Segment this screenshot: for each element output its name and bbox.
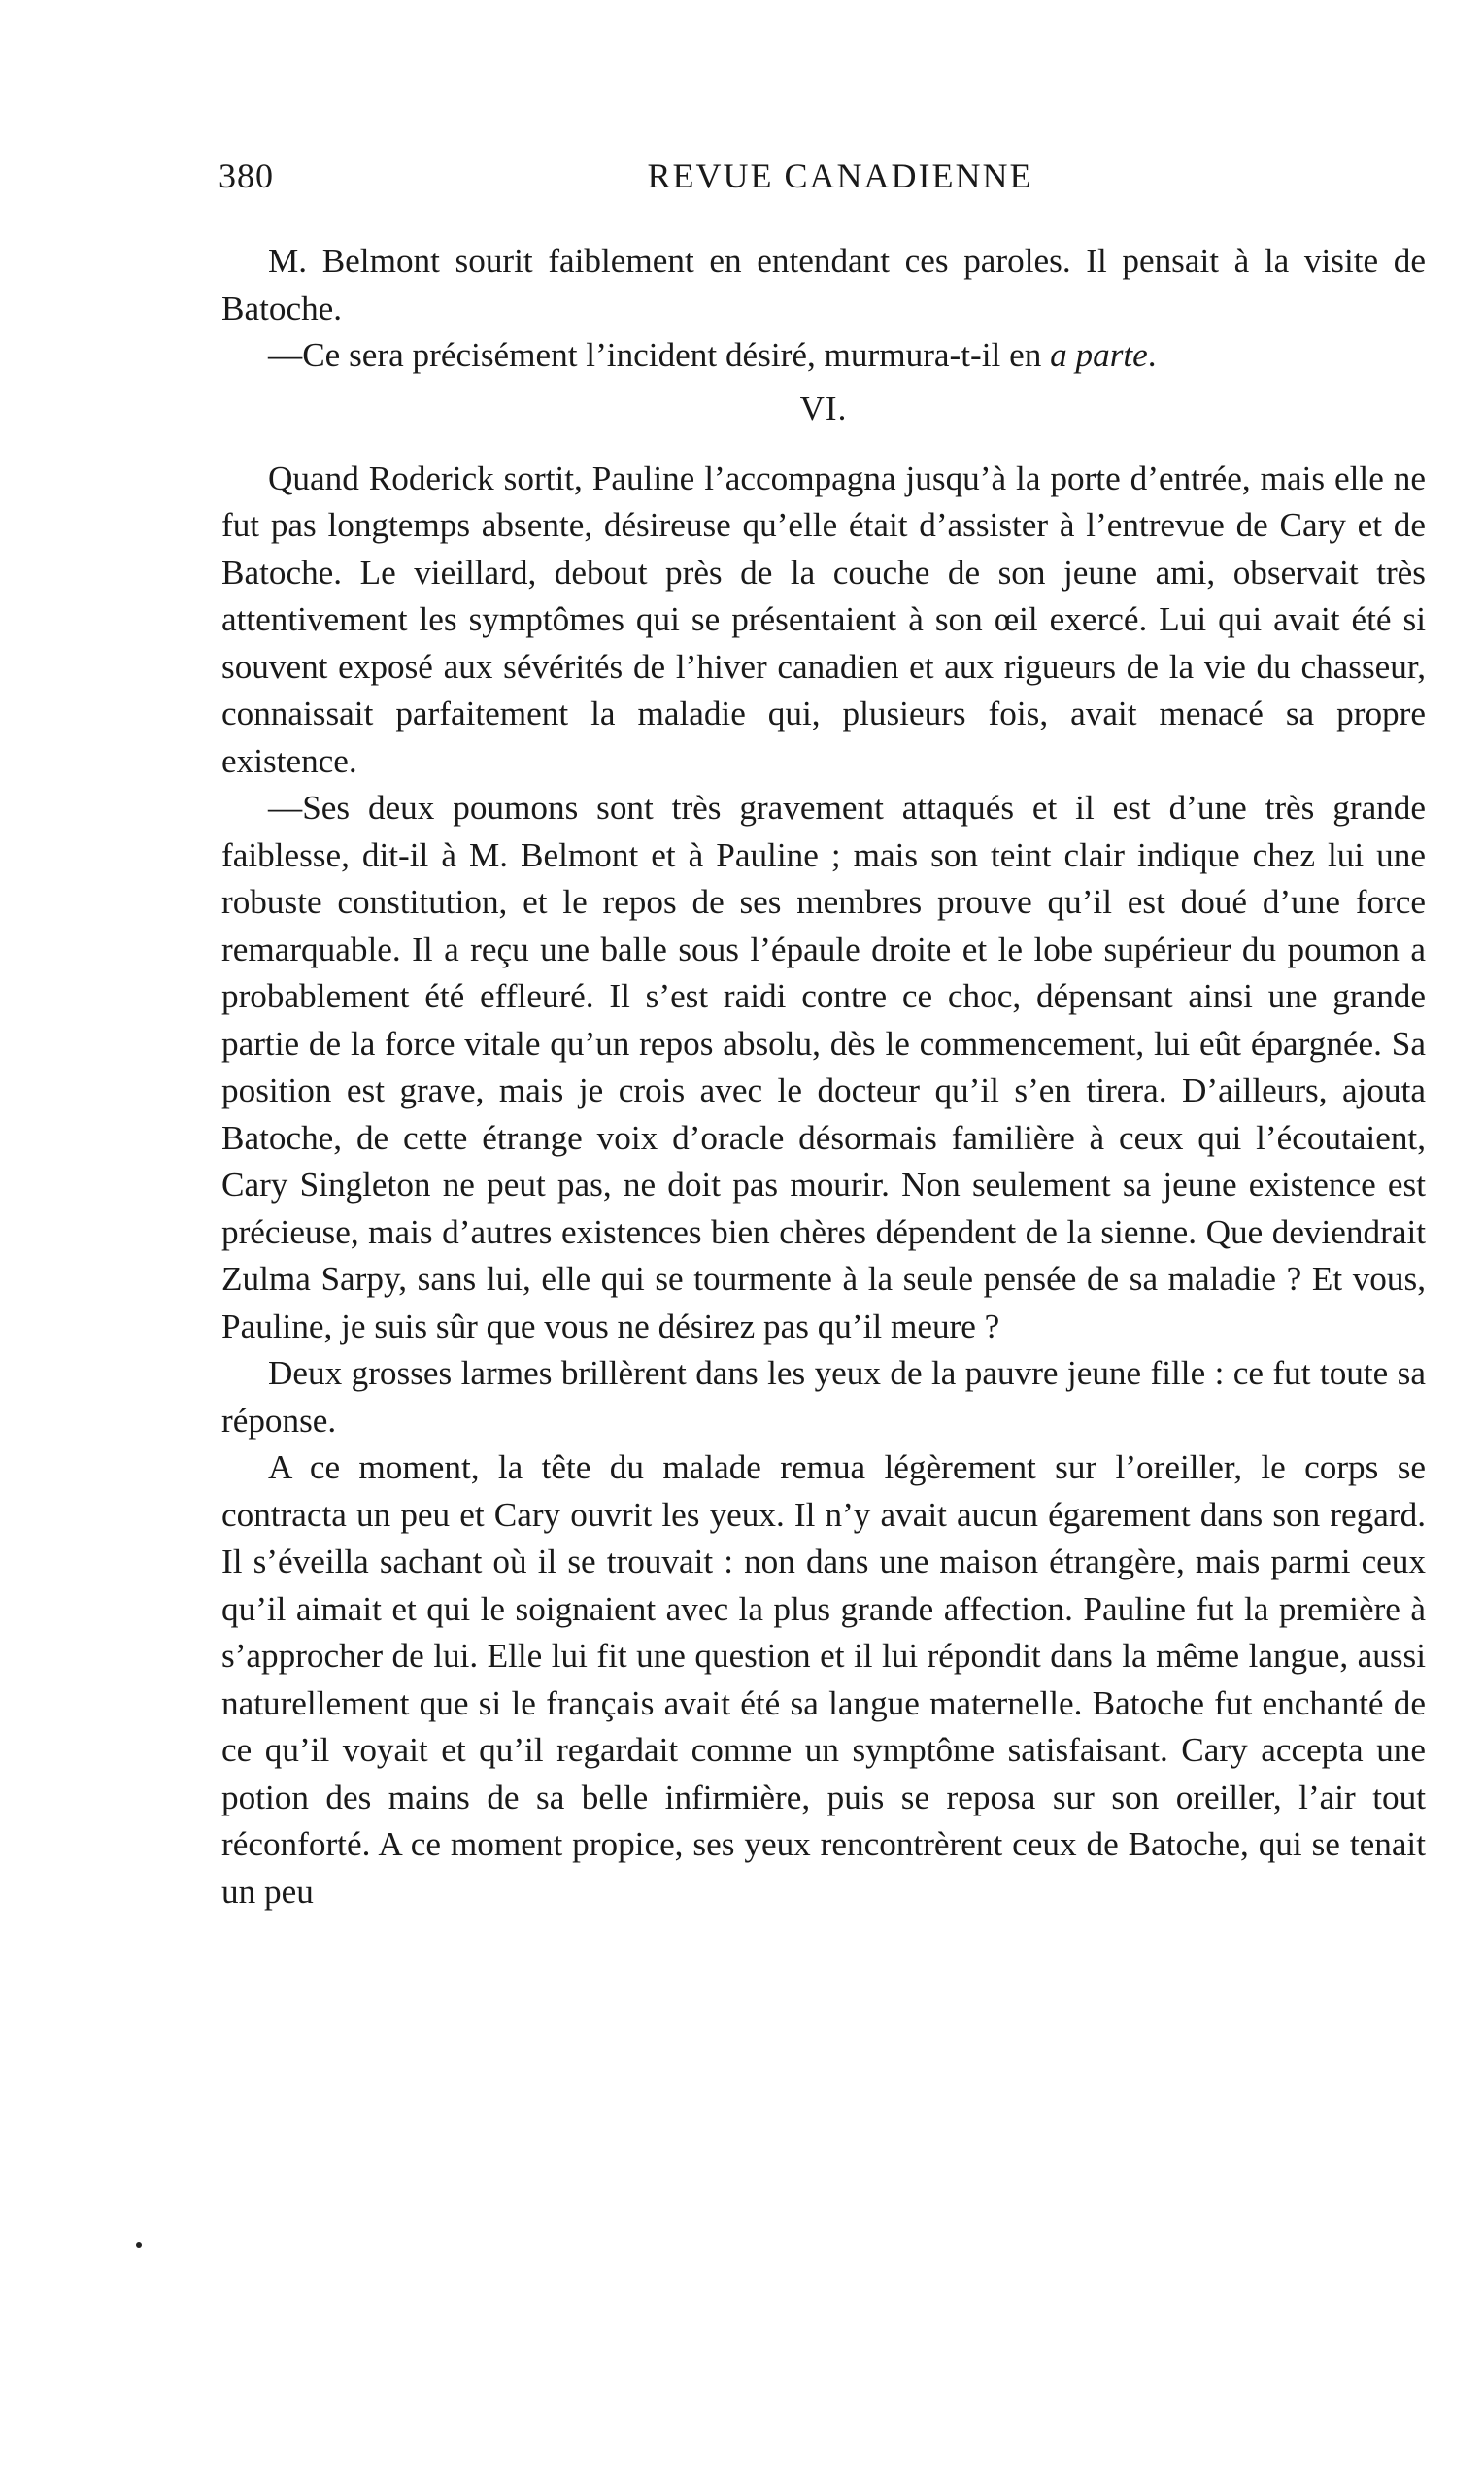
paragraph-2-text: —Ce sera précisément l’incident désiré, murmura-t-il en <box>268 336 1051 374</box>
page-body <box>221 238 1426 1916</box>
section-paragraph-1: Quand Roderick sortit, Pauline l’accompagna jusqu’à la porte d’entrée, mais elle ne fut pas longtemps absente, désireuse qu’elle était d’assister à l’entrevue de Cary et de Batoche. Le vieillard, debout près de la couche de son jeune ami, observait très attentivement les symptômes qui se présentaient à son œil exercé. Lui qui avait été si souvent exposé aux sévérités de l’hiver canadien et aux rigueurs de la vie du chasseur, connaissait parfaitement la maladie qui, plusieurs fois, avait menacé sa propre existence. <box>221 458 1426 780</box>
section-paragraph-4: A ce moment, la tête du malade remua légèrement sur l’oreiller, le corps se contracta un peu et Cary ouvrit les yeux. Il n’y avait aucun égarement dans son regard. Il s’éveilla sachant où il se trouvait : non dans une maison étrangère, mais parmi ceux qu’il aimait et qui le soignaient avec la plus grande affection. Pauline fut la première à s’approcher de lui. Elle lui fit une question et il lui répondit dans la même langue, aussi naturellement que si le français avait été sa langue maternelle. Batoche fut enchanté de ce qu’il voyait et qu’il regardait comme un symptôme satisfaisant. Cary accepta une potion des mains de sa belle infirmière, puis se reposa sur son oreiller, l’air tout réconforté. A ce moment propice, ses yeux rencontrèrent ceux de Batoche, qui se tenait un peu <box>221 1448 1426 1911</box>
section-paragraph-3: Deux grosses larmes brillèrent dans les yeux de la pauvre jeune fille : ce fut toute sa réponse. <box>221 1354 1426 1440</box>
ink-speck <box>136 2242 142 2248</box>
section-paragraph-2: —Ses deux poumons sont très gravement attaqués et il est d’une très grande faiblesse, dit-il à M. Belmont et à Pauline ; mais son teint clair indique chez lui une robuste constitution, et le repos de ses membres prouve qu’il est doué d’une force remarquable. Il a reçu une balle sous l’épaule droite et le lobe supérieur du poumon a probablement été effleuré. Il s’est raidi contre ce choc, dépensant ainsi une grande partie de la force vitale qu’un repos absolu, dès le commencement, lui eût épargnée. Sa position est grave, mais je crois avec le docteur qu’il s’en tirera. D’ailleurs, ajouta Batoche, de cette étrange voix d’oracle désormais familière à ceux qui l’écoutaient, Cary Singleton ne peut pas, ne doit pas mourir. Non seulement sa jeune existence est précieuse, mais d’autres existences bien chères dépendent de la sienne. Que deviendrait Zulma Sarpy, sans lui, elle qui se tourmente à la seule pensée de sa maladie ? Et vous, Pauline, je suis sûr que vous ne désirez pas qu’il meure ? <box>221 789 1426 1345</box>
section-heading: VI. <box>799 389 848 427</box>
page-number: 380 <box>219 156 274 195</box>
paragraph-2 <box>221 332 1426 380</box>
italic-phrase: a parte <box>1050 336 1148 374</box>
running-title: REVUE CANADIENNE <box>647 156 1033 195</box>
paragraph-1: M. Belmont sourit faiblement en entendant ces paroles. Il pensait à la visite de Batoche. <box>221 242 1426 327</box>
page-header <box>219 155 1423 202</box>
paragraph-2-end: . <box>1147 336 1157 374</box>
